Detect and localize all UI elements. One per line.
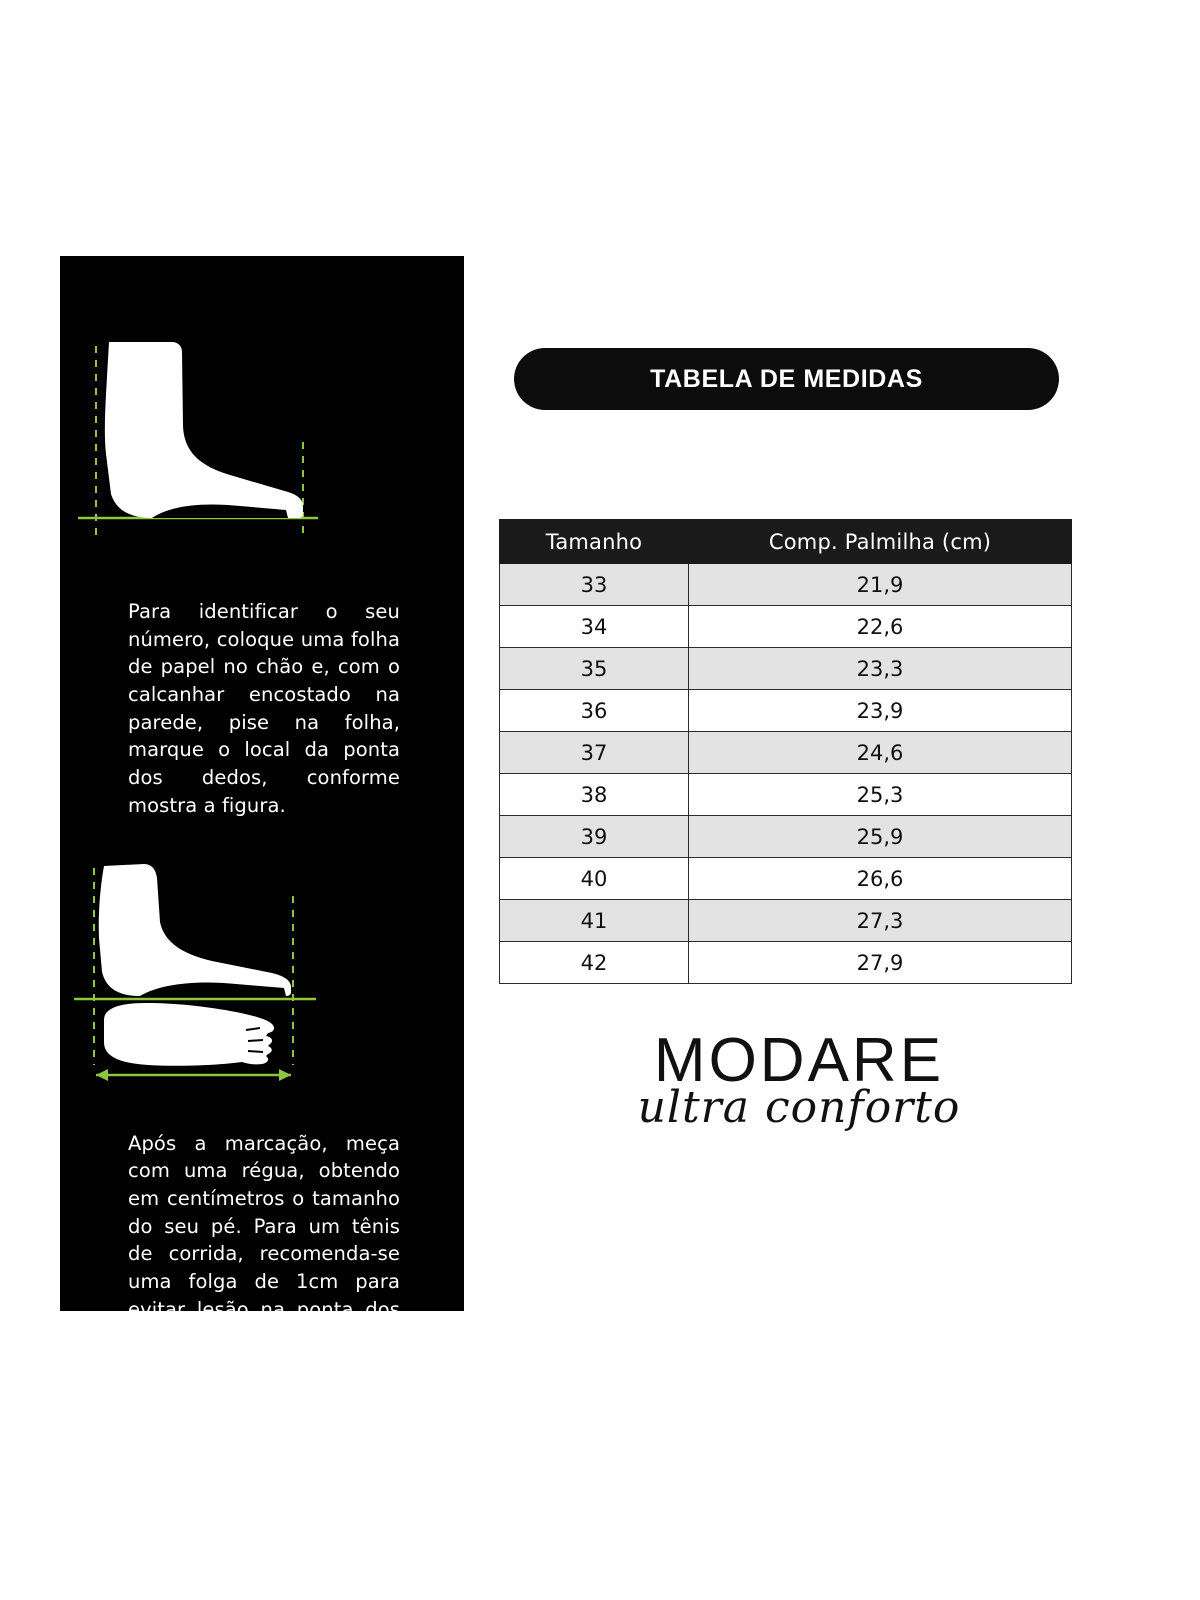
size-table-wrapper (499, 519, 1072, 984)
table-row (500, 690, 1072, 732)
table-row (500, 564, 1072, 606)
table-row (500, 774, 1072, 816)
cell-length: 25,9 (689, 816, 1072, 858)
column-header-size: Tamanho (500, 520, 689, 564)
brand-tagline: ultra conforto (637, 1082, 961, 1133)
cell-length: 22,6 (689, 606, 1072, 648)
cell-length: 21,9 (689, 564, 1072, 606)
table-body (500, 564, 1072, 984)
cell-length: 23,9 (689, 690, 1072, 732)
cell-length: 25,3 (689, 774, 1072, 816)
cell-size: 36 (500, 690, 689, 732)
size-table (499, 519, 1072, 984)
cell-size: 37 (500, 732, 689, 774)
cell-size: 41 (500, 900, 689, 942)
table-row (500, 900, 1072, 942)
foot-side-figure (60, 256, 464, 554)
cell-length: 27,9 (689, 942, 1072, 984)
table-row (500, 648, 1072, 690)
cell-size: 38 (500, 774, 689, 816)
table-row (500, 606, 1072, 648)
table-row (500, 816, 1072, 858)
table-header-row (500, 520, 1072, 564)
instruction-paragraph-1: Para identificar o seu número, coloque uma folha de papel no chão e, com o calcanhar encostado na parede, pise na folha, marque o local da ponta dos dedos, conforme mostra a figura. (128, 600, 400, 817)
instruction-paragraph-2: Após a marcação, meça com uma régua, obtendo em centímetros o tamanho do seu pé. Para um tênis de corrida, recomenda-se uma folga de 1cm para evitar lesão na ponta dos dedos. (128, 1131, 400, 1349)
cell-size: 39 (500, 816, 689, 858)
table-row (500, 732, 1072, 774)
cell-length: 23,3 (689, 648, 1072, 690)
column-header-insole-length: Comp. Palmilha (cm) (689, 520, 1072, 564)
cell-size: 35 (500, 648, 689, 690)
brand-logo (574, 1026, 1024, 1133)
page-title: TABELA DE MEDIDAS (514, 348, 1059, 410)
cell-length: 24,6 (689, 732, 1072, 774)
foot-top-figure (60, 820, 464, 1090)
instructions-panel (60, 256, 464, 1349)
cell-size: 40 (500, 858, 689, 900)
brand-name: MODARE (653, 1026, 945, 1095)
cell-size: 34 (500, 606, 689, 648)
cell-length: 26,6 (689, 858, 1072, 900)
table-row (500, 942, 1072, 984)
table-row (500, 858, 1072, 900)
cell-size: 33 (500, 564, 689, 606)
cell-size: 42 (500, 942, 689, 984)
cell-length: 27,3 (689, 900, 1072, 942)
